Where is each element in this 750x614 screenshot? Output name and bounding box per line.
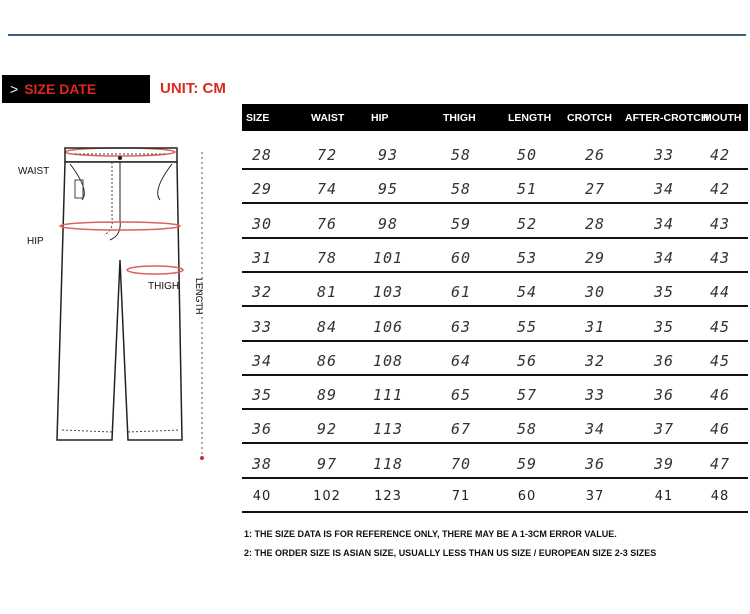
length-label: LENGTH [194,278,204,315]
table-cell: 33 [584,386,606,405]
table-cell: 46 [709,420,731,439]
table-cell: 54 [516,283,538,302]
table-cell: 93 [377,146,399,164]
table-cell: 101 [372,248,404,267]
row-divider [242,168,748,170]
table-cell: 59 [450,214,472,233]
table-cell: 97 [316,454,338,473]
table-cell: 52 [516,214,538,233]
section-title [2,75,150,103]
table-cell: 32 [584,351,606,370]
table-cell: 48 [710,489,730,504]
table-cell: 42 [709,146,731,164]
table-cell: 98 [377,214,399,233]
button-icon [118,156,122,160]
table-cell: 40 [252,489,272,504]
table-cell: 118 [372,454,404,473]
table-cell: 34 [584,420,606,439]
table-cell: 86 [316,351,338,370]
table-cell: 58 [516,420,538,439]
table-cell: 56 [516,351,538,370]
table-cell: 36 [653,351,675,370]
table-cell: 36 [653,386,675,405]
row-divider [242,305,748,307]
length-guide-end [200,456,204,460]
table-cell: 30 [251,214,273,233]
table-cell: 123 [374,489,402,504]
table-cell: 50 [516,146,538,164]
table-cell: 36 [584,454,606,473]
column-header-length: LENGTH [508,112,552,124]
table-cell: 42 [709,180,731,199]
section-title-text: SIZE DATE [24,81,97,97]
table-cell: 67 [450,420,472,439]
hip-label: HIP [27,236,44,247]
table-cell: 33 [653,146,675,164]
table-cell: 46 [709,386,731,405]
row-divider [242,202,748,204]
table-cell: 111 [372,386,404,405]
row-divider [242,340,748,342]
table-cell: 74 [316,180,338,199]
unit-label: UNIT: CM [160,80,226,97]
table-cell: 41 [654,489,674,504]
row-divider [242,511,748,513]
table-cell: 81 [316,283,338,302]
table-cell: 59 [516,454,538,473]
table-cell: 44 [709,283,731,302]
table-cell: 53 [516,248,538,267]
table-cell: 30 [584,283,606,302]
table-cell: 43 [709,248,731,267]
table-cell: 84 [316,317,338,336]
table-cell: 34 [653,180,675,199]
waist-marker [65,148,175,156]
table-cell: 34 [653,214,675,233]
table-cell: 60 [450,248,472,267]
table-cell: 35 [251,386,273,405]
table-cell: 72 [316,146,338,164]
table-cell: 58 [450,146,472,164]
pants-diagram [40,140,220,460]
table-cell: 63 [450,317,472,336]
table-cell: 36 [251,420,273,439]
table-cell: 28 [251,146,273,164]
table-cell: 70 [450,454,472,473]
thigh-label: THIGH [148,281,180,292]
table-cell: 65 [450,386,472,405]
table-cell: 61 [450,283,472,302]
table-cell: 37 [585,489,605,504]
table-cell: 102 [313,489,341,504]
table-cell: 58 [450,180,472,199]
table-cell: 29 [584,248,606,267]
table-cell: 45 [709,351,731,370]
table-cell: 32 [251,283,273,302]
row-divider [242,237,748,239]
row-divider [242,477,748,479]
table-cell: 106 [372,317,404,336]
table-cell: 47 [709,454,731,473]
row-divider [242,408,748,410]
table-cell: 55 [516,317,538,336]
column-header-waist: WAIST [311,112,345,124]
table-cell: 35 [653,283,675,302]
table-cell: 76 [316,214,338,233]
table-cell: 37 [653,420,675,439]
table-cell: 108 [372,351,404,370]
table-cell: 31 [251,248,273,267]
row-divider [242,374,748,376]
table-cell: 57 [516,386,538,405]
table-cell: 38 [251,454,273,473]
table-cell: 45 [709,317,731,336]
column-header-after-crotch: AFTER-CROTCH [625,112,709,124]
row-divider [242,442,748,444]
column-header-hip: HIP [371,112,389,124]
table-cell: 92 [316,420,338,439]
table-cell: 28 [584,214,606,233]
table-cell: 64 [450,351,472,370]
chevron-right-icon: > [10,81,19,97]
table-cell: 60 [517,489,537,504]
table-cell: 89 [316,386,338,405]
note-2: 2: THE ORDER SIZE IS ASIAN SIZE, USUALLY LESS THAN US SIZE / EUROPEAN SIZE 2-3 SIZES [244,548,657,558]
table-cell: 78 [316,248,338,267]
table-cell: 27 [584,180,606,199]
column-header-size: SIZE [246,112,270,124]
waist-label: WAIST [18,166,50,177]
column-header-crotch: CROTCH [567,112,612,124]
note-1: 1: THE SIZE DATA IS FOR REFERENCE ONLY, THERE MAY BE A 1-3CM ERROR VALUE. [244,529,617,539]
table-cell: 33 [251,317,273,336]
table-cell: 35 [653,317,675,336]
table-cell: 39 [653,454,675,473]
table-cell: 113 [372,420,404,439]
table-cell: 26 [584,146,606,164]
row-divider [242,271,748,273]
table-cell: 29 [251,180,273,199]
table-cell: 34 [653,248,675,267]
table-cell: 43 [709,214,731,233]
column-header-mouth: MOUTH [703,112,742,124]
table-cell: 34 [251,351,273,370]
table-cell: 71 [451,489,471,504]
table-cell: 95 [377,180,399,199]
column-header-thigh: THIGH [443,112,476,124]
table-cell: 103 [372,283,404,302]
table-cell: 31 [584,317,606,336]
table-cell: 51 [516,180,538,199]
top-divider [8,34,746,36]
